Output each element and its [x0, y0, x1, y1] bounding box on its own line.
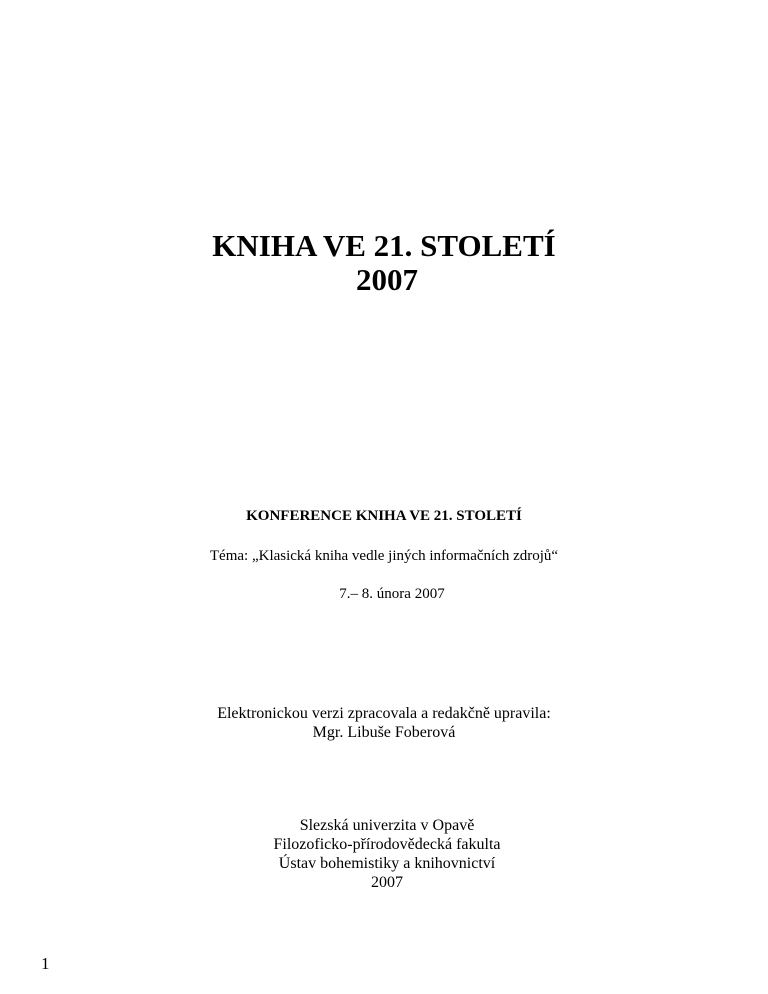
editor-note: Elektronickou verzi zpracovala a redakčně upravila:: [217, 705, 551, 722]
editor-name: Mgr. Libuše Foberová: [312, 724, 456, 741]
conference-dates: 7.– 8. února 2007: [339, 586, 445, 602]
publisher-year: 2007: [371, 874, 403, 891]
conference-theme: Téma: „Klasická kniha vedle jiných informačních zdrojů“: [209, 548, 559, 564]
publisher-institute: Ústav bohemistiky a knihovnictví: [278, 855, 496, 872]
publisher-university: Slezská univerzita v Opavě: [299, 817, 475, 834]
publisher-faculty: Filozoficko-přírodovědecká fakulta: [273, 836, 501, 853]
conference-heading: KONFERENCE KNIHA VE 21. STOLETÍ: [246, 508, 522, 524]
document-title: KNIHA VE 21. STOLETÍ: [212, 228, 556, 263]
page-number: 1: [41, 954, 50, 973]
document-title-year: 2007: [356, 262, 418, 297]
